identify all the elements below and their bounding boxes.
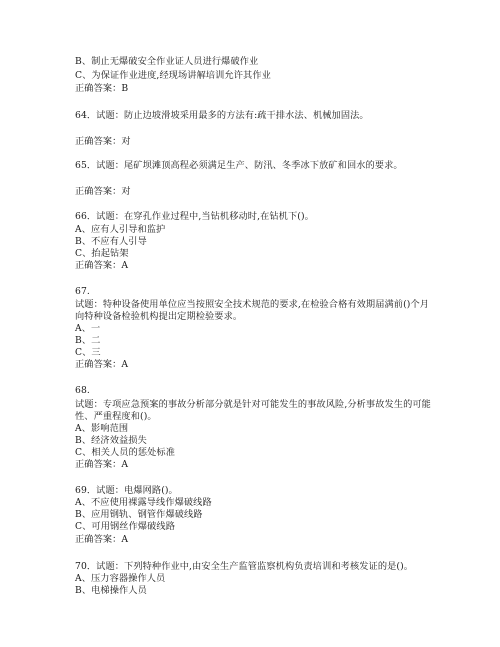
q68-answer: 正确答案：A — [75, 459, 129, 470]
q69-answer: 正确答案：A — [75, 534, 129, 545]
q66-option-a: A、应有人引导和监护 — [75, 224, 166, 235]
q67-option-c: C、三 — [75, 347, 101, 358]
q66-answer: 正确答案：A — [75, 260, 129, 271]
q70-option-a: A、压力容器操作人员 — [75, 573, 166, 584]
q66-question: 66．试题：在穿孔作业过程中,当钻机移动时,在钻机下()。 — [75, 211, 314, 222]
q69-option-a: A、不应使用裸露导线作爆破线路 — [75, 497, 212, 508]
q67-question-line1: 试题：特种设备使用单位应当按照安全技术规范的要求,在检验合格有效期届满前()个月 — [75, 299, 430, 310]
q68-number: 68. — [75, 385, 90, 396]
q70-option-b: B、电梯操作人员 — [75, 585, 147, 596]
q69-option-c: C、可用钢丝作爆破线路 — [75, 521, 176, 532]
q69-option-b: B、应用钢轨、钢管作爆破线路 — [75, 509, 203, 520]
q69-question: 69．试题：电爆网路()。 — [75, 485, 178, 496]
q68-option-b: B、经济效益损失 — [75, 435, 147, 446]
q63-answer: 正确答案：B — [75, 83, 129, 94]
q68-question-line2: 性、严重程度和()。 — [75, 411, 157, 422]
q65-answer: 正确答案：对 — [75, 186, 131, 197]
q67-option-a: A、一 — [75, 323, 101, 334]
q67-answer: 正确答案：A — [75, 359, 129, 370]
q68-option-c: C、相关人员的惩处标准 — [75, 447, 176, 458]
q68-question-line1: 试题：专项应急预案的事故分析部分就是针对可能发生的事故风险,分析事故发生的可能 — [75, 399, 431, 410]
q65-question: 65．试题：尾矿坝滩顶高程必须满足生产、防汛、冬季冰下放矿和回水的要求。 — [75, 160, 403, 171]
q64-answer: 正确答案：对 — [75, 136, 131, 147]
q66-option-b: B、不应有人引导 — [75, 236, 147, 247]
q67-question-line2: 向特种设备检验机构提出定期检验要求。 — [75, 311, 243, 322]
q66-option-c: C、抬起钻架 — [75, 248, 129, 259]
q67-option-b: B、二 — [75, 335, 101, 346]
q67-number: 67. — [75, 286, 90, 297]
q63-option-b: B、制止无爆破安全作业证人员进行爆破作业 — [75, 56, 259, 67]
q68-option-a: A、影响范围 — [75, 423, 129, 434]
q64-question: 64．试题：防止边坡滑坡采用最多的方法有:疏干排水法、机械加固法。 — [75, 110, 369, 121]
q70-question: 70．试题：下列特种作业中,由安全生产监管监察机构负责培训和考核发证的是()。 — [75, 561, 414, 572]
q63-option-c: C、为保证作业进度,经现场讲解培训允许其作业 — [75, 70, 271, 81]
